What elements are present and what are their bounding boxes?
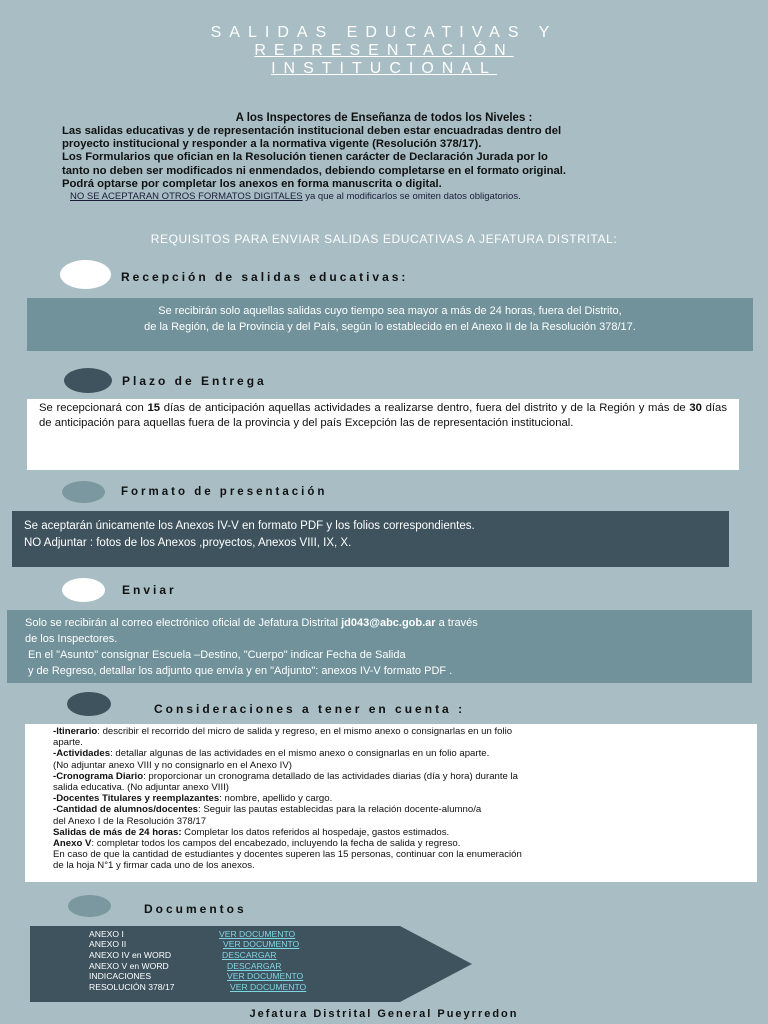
item-text: : nombre, apellido y cargo.	[219, 793, 333, 805]
doc-label-indicaciones: INDICACIONES	[89, 971, 152, 981]
item-text: : proporcionar un cronograma detallado de las actividades diarias (día y hora) durante la	[143, 770, 518, 782]
email-link[interactable]: jd043@abc.gob.ar	[341, 617, 436, 629]
title-line-1: SALIDAS EDUCATIVAS Y	[210, 24, 558, 41]
enviar-line: de los Inspectores.	[25, 633, 118, 645]
bullet-circle-icon	[62, 481, 105, 503]
consideracion-item	[53, 849, 729, 860]
item-text: (No adjuntar anexo VIII y no consignarlo en el Anexo IV)	[53, 759, 292, 771]
note-warning: NO SE ACEPTARAN OTROS FORMATOS DIGITALES	[70, 191, 303, 202]
section-title-formato: Formato de presentación	[121, 486, 328, 498]
consideracion-item	[53, 860, 729, 871]
consideraciones-box	[25, 724, 757, 882]
title-line-3: INSTITUCIONAL	[271, 60, 497, 77]
item-bold: -Cantidad de alumnos/docentes	[53, 804, 198, 816]
consideracion-item	[53, 816, 729, 827]
doc-link-anexo-5[interactable]: DESCARGAR	[227, 961, 282, 971]
plazo-text: días de anticipación para aquellas fuera de la provincia y del país Excepción las de representación institucional.	[39, 402, 727, 429]
enviar-line: y de Regreso, detallar los adjunto que envía y en "Adjunto": anexos IV-V formato PDF .	[28, 665, 453, 677]
doc-label-anexo-4: ANEXO IV en WORD	[89, 950, 172, 960]
bullet-circle-icon	[68, 895, 111, 917]
enviar-text: Solo se recibirán al correo electrónico oficial de Jefatura Distrital	[25, 617, 342, 629]
formato-box	[12, 511, 729, 567]
plazo-box	[27, 399, 739, 470]
intro-note	[70, 191, 750, 202]
plazo-text: Se recepcionará con	[39, 402, 148, 414]
intro-heading: A los Inspectores de Enseñanza de todos los Niveles :	[235, 112, 533, 124]
consideracion-item	[53, 771, 729, 782]
item-text: En caso de que la cantidad de estudiantes y docentes superen las 15 personas, continuar con la enumeración	[53, 849, 522, 861]
intro-line: Podrá optarse por completar los anexos en forma manuscrita o digital.	[62, 177, 442, 190]
intro-line: tanto no deben ser modificados ni enmendados, debiendo completarse en el formato original.	[62, 164, 567, 177]
doc-link-anexo-2[interactable]: VER DOCUMENTO	[223, 939, 300, 949]
page-title	[0, 24, 768, 78]
plazo-text: días de anticipación aquellas actividades a realizarse dentro, fuera del distrito y de la Región y más de	[160, 402, 690, 414]
bullet-circle-icon	[60, 260, 111, 289]
item-bold: -Cronograma Diario	[53, 770, 144, 782]
doc-label-anexo-2: ANEXO II	[89, 939, 127, 949]
item-text: : detallar algunas de las actividades en el mismo anexo o consignarlas en un folio aparte.	[110, 748, 490, 760]
doc-label-anexo-1: ANEXO I	[89, 929, 124, 939]
item-bold: -Itinerario	[53, 726, 98, 737]
item-bold: Salidas de más de 24 horas:	[53, 826, 182, 838]
section-title-documentos: Documentos	[144, 902, 247, 916]
footer-text: Jefatura Distrital General Pueyrredon	[249, 1008, 519, 1020]
section-title-consideraciones: Consideraciones a tener en cuenta :	[154, 702, 466, 716]
consideracion-item	[53, 760, 729, 771]
enviar-line: En el "Asunto" consignar Escuela –Destino, "Cuerpo" indicar Fecha de Salida	[28, 649, 406, 661]
note-rest: ya que al modificarlos se omiten datos obligatorios.	[302, 191, 521, 202]
item-text: : completar todos los campos del encabezado, incluyendo la fecha de salida y regreso.	[91, 838, 461, 850]
doc-label-resolucion: RESOLUCIÓN 378/17	[89, 982, 175, 992]
plazo-days-1: 15	[147, 402, 161, 414]
bullet-circle-icon	[62, 578, 105, 602]
requirements-heading: REQUISITOS PARA ENVIAR SALIDAS EDUCATIVAS A JEFATURA DISTRITAL:	[150, 232, 618, 246]
item-bold: -Actividades	[53, 748, 111, 760]
item-bold: -Docentes Titulares y reemplazantes	[53, 793, 220, 805]
formato-line: NO Adjuntar : fotos de los Anexos ,proyectos, Anexos VIII, IX, X.	[24, 537, 352, 549]
consideracion-item	[53, 827, 729, 838]
recepcion-box	[27, 298, 753, 351]
title-line-2: REPRESENTACIÓN	[254, 42, 514, 59]
section-title-plazo: Plazo de Entrega	[122, 374, 267, 388]
bullet-circle-icon	[67, 692, 111, 716]
doc-label-anexo-5: ANEXO V en WORD	[89, 961, 169, 971]
enviar-line	[25, 615, 734, 631]
item-text: : Seguir las pautas establecidas para la relación docente-alumno/a	[198, 804, 482, 816]
consideracion-item	[53, 804, 729, 815]
item-text: del Anexo I de la Resolución 378/17	[53, 815, 207, 827]
enviar-text: a través	[435, 617, 478, 629]
recepcion-line: Se recibirán solo aquellas salidas cuyo tiempo sea mayor a más de 24 horas, fuera del Distrito,	[158, 305, 622, 317]
consideracion-item	[53, 838, 729, 849]
enviar-box	[7, 610, 752, 683]
consideracion-item	[53, 726, 729, 737]
intro-body	[62, 125, 752, 191]
recepcion-line: de la Región, de la Provincia y del País, según lo establecido en el Anexo II de la Resolución 378/17.	[144, 321, 636, 333]
item-bold: Anexo V	[53, 838, 92, 850]
bullet-circle-icon	[64, 368, 112, 393]
intro-line: Los Formularios que ofician en la Resolución tienen carácter de Declaración Jurada por lo	[62, 151, 548, 164]
item-text: aparte.	[53, 737, 83, 749]
consideracion-item	[53, 782, 729, 793]
plazo-days-2: 30	[689, 402, 702, 414]
item-text: Completar los datos referidos al hospedaje, gastos estimados.	[181, 826, 450, 838]
doc-link-anexo-1[interactable]: VER DOCUMENTO	[219, 929, 296, 939]
consideracion-item	[53, 737, 729, 748]
intro-line: proyecto institucional y responder a la normativa vigente (Resolución 378/17).	[62, 138, 482, 151]
consideracion-item	[53, 748, 729, 759]
section-title-recepcion: Recepción de salidas educativas:	[121, 270, 409, 284]
item-text: salida educativa. (No adjuntar anexo VIII)	[53, 782, 229, 794]
doc-link-indicaciones[interactable]: VER DOCUMENTO	[227, 971, 304, 981]
section-title-enviar: Enviar	[122, 583, 177, 597]
consideracion-item	[53, 793, 729, 804]
intro-line: Las salidas educativas y de representación institucional deben estar encuadradas dentro del	[62, 125, 562, 137]
doc-link-anexo-4[interactable]: DESCARGAR	[222, 950, 277, 960]
item-text: : describir el recorrido del micro de salida y regreso, en el mismo anexo o consignarlas en un folio	[97, 726, 513, 737]
doc-link-resolucion[interactable]: VER DOCUMENTO	[230, 982, 307, 992]
item-text: de la hoja N°1 y firmar cada uno de los anexos.	[53, 860, 255, 872]
formato-line: Se aceptarán únicamente los Anexos IV-V en formato PDF y los folios correspondientes.	[24, 520, 475, 532]
